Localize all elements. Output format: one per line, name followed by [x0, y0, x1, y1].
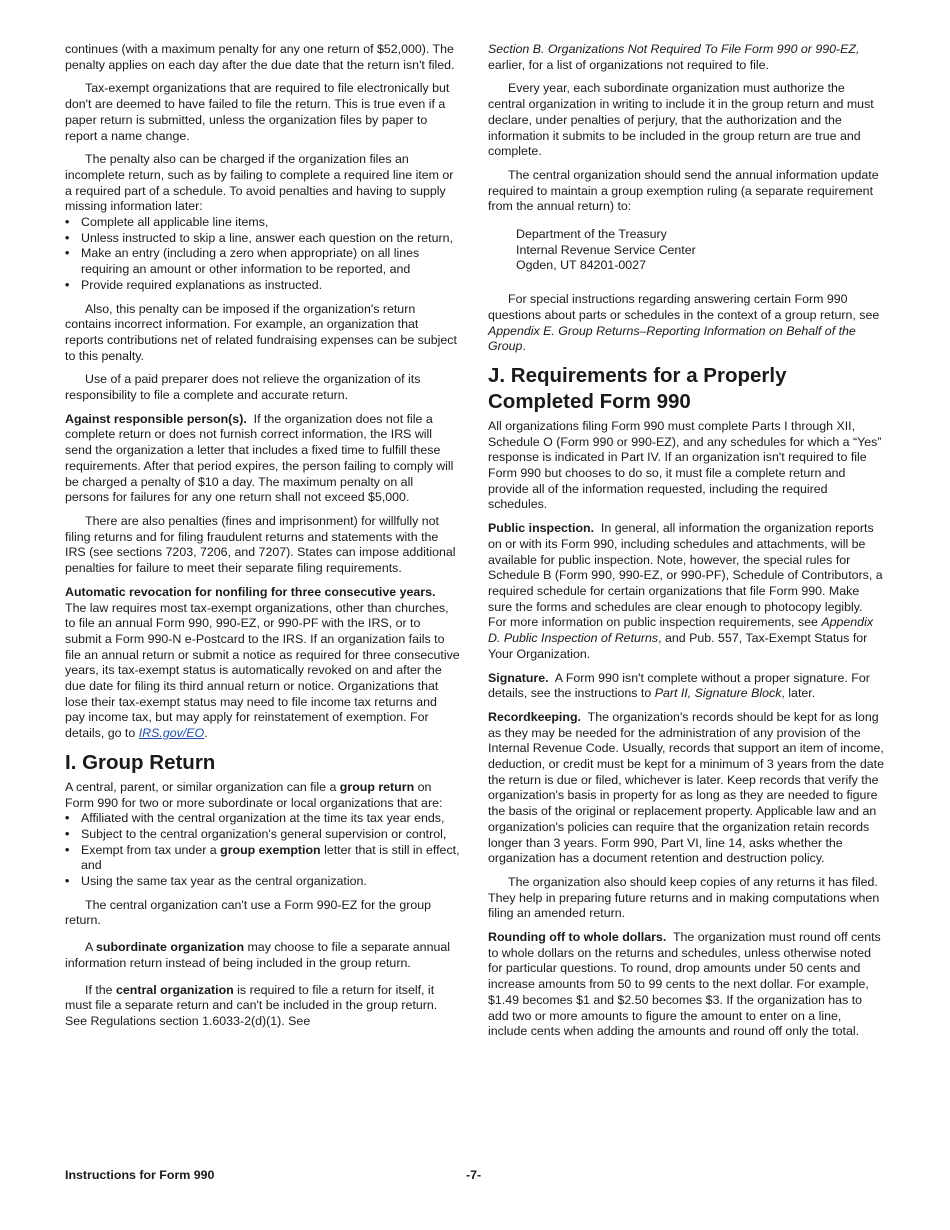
- paragraph: continues (with a maximum penalty for any one return of $52,000). The penalty applies on each day after the due date that the return isn't filed.: [65, 42, 455, 72]
- paragraph: Use of a paid preparer does not relieve the organization of its responsibility to file a complete and accurate return.: [65, 372, 421, 403]
- irs-eo-link[interactable]: IRS.gov/EO: [138, 726, 205, 741]
- paragraph: Tax-exempt organizations that are required to file electronically but don't are deemed to have failed to file the return. This is true even if a paper return is submitted, unless the organization files by paper to report a name change.: [65, 81, 450, 143]
- paragraph: Section B. Organizations Not Required To File Form 990 or 990-EZ, earlier, for a list of organizations not required to file.: [488, 42, 860, 72]
- list-item: • Affiliated with the central organization at the time its tax year ends,: [65, 811, 460, 827]
- run-in-heading: Automatic revocation for nonfiling for three consecutive years.: [65, 584, 436, 599]
- address-line: Internal Revenue Service Center: [516, 242, 696, 257]
- right-column: [488, 42, 884, 1048]
- bullet-list: [65, 215, 460, 294]
- left-column: [65, 42, 460, 1038]
- run-in-heading: Rounding off to whole dollars.: [488, 930, 667, 945]
- address-line: Ogden, UT 84201-0027: [516, 258, 646, 273]
- page-number: -7-: [466, 1168, 482, 1182]
- list-item: • Exempt from tax under a group exemption letter that is still in effect, and: [65, 843, 460, 874]
- section-heading-group-return: I. Group Return: [65, 750, 216, 774]
- bullet-list: [65, 811, 460, 890]
- list-item: • Unless instructed to skip a line, answer each question on the return,: [65, 231, 460, 247]
- list-item: • Subject to the central organization's general supervision or control,: [65, 827, 460, 843]
- run-in-heading: Recordkeeping.: [488, 709, 581, 724]
- paragraph: If the central organization is required to file a return for itself, it must file a separate return and can't be included in the group return. See Regulations section 1.6033-2(d)(1). See: [65, 982, 438, 1028]
- footer-title: Instructions for Form 990: [65, 1168, 215, 1182]
- paragraph: A subordinate organization may choose to file a separate annual information return instead of being included in the group return.: [65, 940, 450, 970]
- list-item: • Provide required explanations as instructed.: [65, 278, 460, 294]
- list-item: • Complete all applicable line items,: [65, 215, 460, 231]
- paragraph: A central, parent, or similar organization can file a group return on Form 990 for two or more subordinate or local organizations that are:: [65, 779, 443, 810]
- paragraph: Also, this penalty can be imposed if the organization's return contains incorrect information. For example, an organization that reports contributions net of related fundraising expenses can be subject to this penalty.: [65, 301, 457, 363]
- paragraph: The penalty also can be charged if the organization files an incomplete return, such as by failing to complete a required line item or a required part of a schedule. To avoid penalties and having to supply missing information later:: [65, 152, 454, 214]
- paragraph: Every year, each subordinate organization must authorize the central organization in writing to include it in the group return and must declare, under penalties of perjury, that the authorization and the information it submits to be included in the group return are true and complete.: [488, 81, 874, 159]
- list-item: • Using the same tax year as the central organization.: [65, 874, 460, 890]
- responsible-person-paragraph: Against responsible person(s). If the organization does not file a complete return or does not furnish correct information, the IRS will send the organization a letter that includes a fixed time to fulfill these requirements. After that period expires, the person failing to comply will be charged a penalty of $10 a day. The maximum penalty on all persons for failures for any one return shall not exceed $5,000.: [65, 411, 454, 505]
- run-in-heading: Against responsible person(s).: [65, 411, 247, 426]
- run-in-heading: Signature.: [488, 670, 549, 685]
- address-line: Department of the Treasury: [516, 227, 667, 242]
- rounding-paragraph: Rounding off to whole dollars. The organization must round off cents to whole dollars on the returns and schedules, unless otherwise noted for particular questions. To round, drop amounts under 50 cents and increase amounts from 50 to 99 cents to the next dollar. For example, $1.49 becomes $1 and $2.50 becomes $3. If the organization has to add two or more amounts to figure the amount to enter on a line, include cents when adding the amounts and round off only the total.: [488, 930, 881, 1039]
- public-inspection-paragraph: Public inspection. In general, all information the organization reports on or with its Form 990, including schedules and attachments, will be available for public inspection. Note, however, the special rules for Schedule B (Form 990, 990-EZ, or 990-PF), Schedule of Contributors, a required schedule for certain organizations that file Form 990. Make sure the forms and schedules are clear enough to photocopy legibly. For more information on public inspection requirements, see Appendix D. Public Inspection of Returns, and Pub. 557, Tax-Exempt Status for Your Organization.: [488, 521, 883, 661]
- paragraph: There are also penalties (fines and imprisonment) for willfully not filing returns and for filing fraudulent returns and statements with the IRS (see sections 7203, 7206, and 7207). States can impose additional penalties for failure to meet their separate filing requirements.: [65, 513, 456, 576]
- paragraph: For special instructions regarding answering certain Form 990 questions about parts or schedules in the context of a group return, see Appendix E. Group Returns–Reporting Information on Behalf of the Group.: [488, 292, 880, 354]
- section-heading-requirements: J. Requirements for a Properly Completed Form 990: [488, 363, 787, 413]
- recordkeeping-paragraph: Recordkeeping. The organization's records should be kept for as long as they may be needed for the administration of any provision of the Internal Revenue Code. Usually, records that support an item of income, deduction, or credit must be kept for a minimum of 3 years from the date the return is due or filed, whichever is later. Keep records that verify the organization's basis in property for as long as they are needed to figure the basis of the original or replacement property. Applicable law and an organization's policies can require that the organization retain records longer than 3 years. Form 990, Part VI, line 14, asks whether the organization has a document retention and destruction policy.: [488, 709, 884, 866]
- list-item: • Make an entry (including a zero when appropriate) on all lines requiring an amount or other information to be reported, and: [65, 246, 460, 277]
- paragraph: The central organization should send the annual information update required to maintain a group exemption ruling (a separate requirement from the annual return) to:: [488, 167, 879, 214]
- signature-paragraph: Signature. A Form 990 isn't complete without a proper signature. For details, see the instructions to Part II, Signature Block, later.: [488, 670, 870, 701]
- automatic-revocation-paragraph: Automatic revocation for nonfiling for three consecutive years. The law requires most tax-exempt organizations, other than churches, to file an annual Form 990, 990-EZ, or 990-PF with the IRS, or to submit a Form 990-N e-Postcard to the IRS. If an organization fails to file an annual return or submit a notice as required for three consecutive years, its tax-exempt status is automatically revoked on and after the due date for filing its third annual return or notice. Organizations that lose their tax-exempt status may need to file income tax returns and pay income tax, but may apply for reinstatement of exemption. For details, go to IRS.gov/EO.: [65, 584, 460, 741]
- paragraph: The organization also should keep copies of any returns it has filed. They help in preparing future returns and in making computations when filing an amended return.: [488, 874, 880, 921]
- paragraph: All organizations filing Form 990 must complete Parts I through XII, Schedule O (Form 990 or 990-EZ), and any schedules for which a “Yes” response is indicated in Part IV. If an organization isn't required to file Form 990 but chooses to do so, it must file a complete return and provide all of the information requested, including the required schedules.: [488, 418, 882, 512]
- run-in-heading: Public inspection.: [488, 521, 595, 536]
- paragraph: The central organization can't use a Form 990-EZ for the group return.: [65, 897, 432, 928]
- mailing-address: [516, 227, 884, 274]
